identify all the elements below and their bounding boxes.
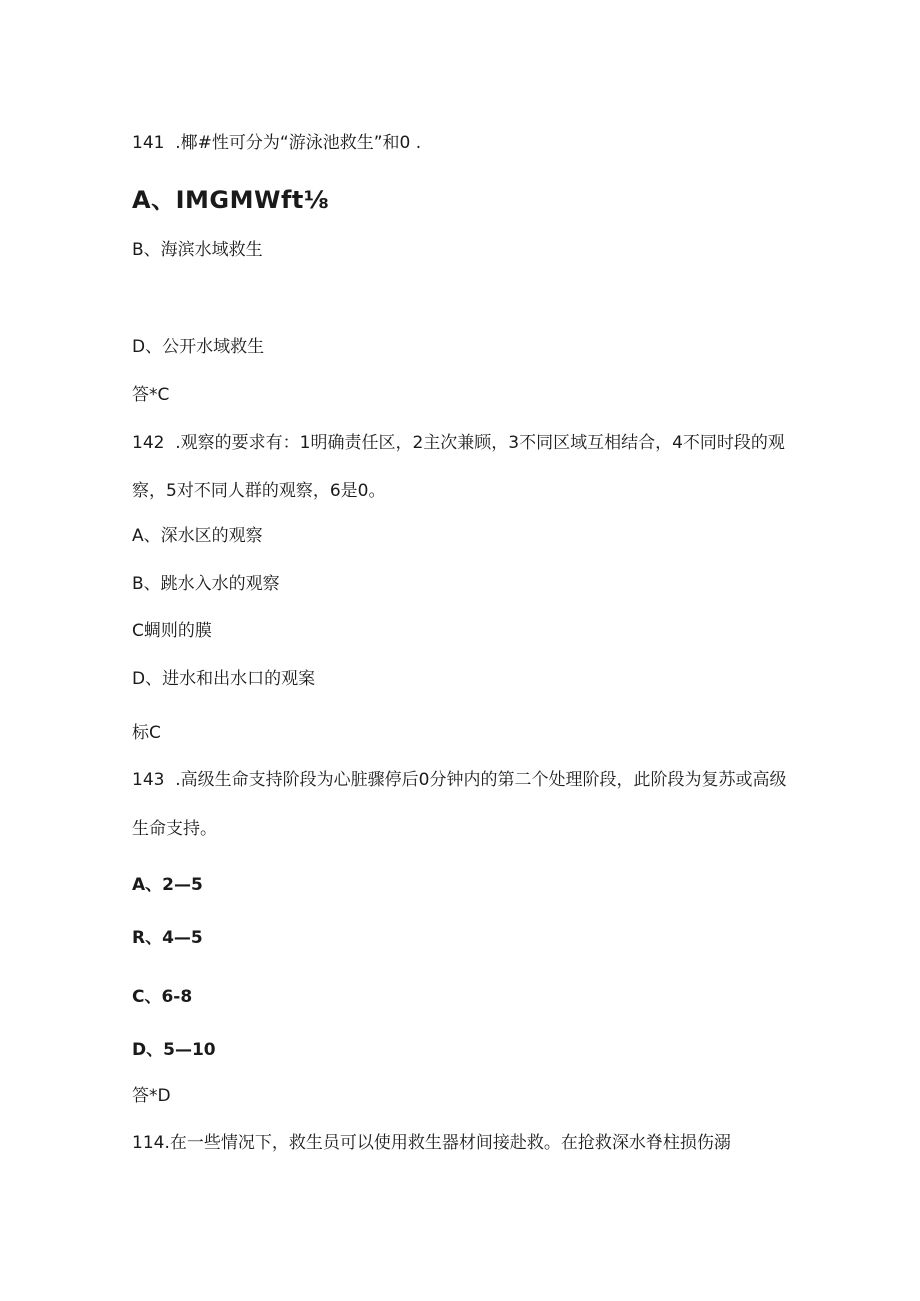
- question-142-option-c: C蜩则的膜: [132, 621, 212, 641]
- question-143-stem-line-1: 143 .高级生命支持阶段为心脏骤停后0分钟内的第二个处理阶段，此阶段为复苏或高级: [132, 770, 787, 790]
- question-114-stem: 114.在一些情况下，救生员可以使用救生器材间接赴救。在抢救深水脊柱损伤溺: [132, 1133, 731, 1153]
- question-142-stem-line-2: 察，5对不同人群的观察，6是0。: [132, 481, 386, 501]
- question-143-answer: 答*D: [132, 1086, 171, 1106]
- question-143-option-d: D、5—10: [132, 1040, 216, 1060]
- question-141-option-a: A、IMGMWft⅛: [132, 186, 330, 214]
- question-142-answer: 标C: [132, 723, 161, 743]
- question-142-option-a: A、深水区的观察: [132, 526, 263, 546]
- question-141-stem: 141 .椰#性可分为“游泳池救生”和0 .: [132, 133, 422, 153]
- question-143-option-c: C、6-8: [132, 987, 193, 1007]
- question-141-option-d: D、公开水域救生: [132, 337, 265, 357]
- question-141-answer: 答*C: [132, 385, 170, 405]
- question-143-stem-line-2: 生命支持。: [132, 819, 217, 839]
- question-142-stem-line-1: 142 .观察的要求有：1明确责任区，2主次兼顾，3不同区域互相结合，4不同时段的观: [132, 433, 785, 453]
- question-143-option-b: R、4—5: [132, 928, 203, 948]
- question-143-option-a: A、2—5: [132, 875, 203, 895]
- question-142-option-d: D、进水和出水口的观案: [132, 669, 316, 689]
- question-142-option-b: B、跳水入水的观察: [132, 574, 280, 594]
- question-141-option-b: B、海滨水域救生: [132, 240, 263, 260]
